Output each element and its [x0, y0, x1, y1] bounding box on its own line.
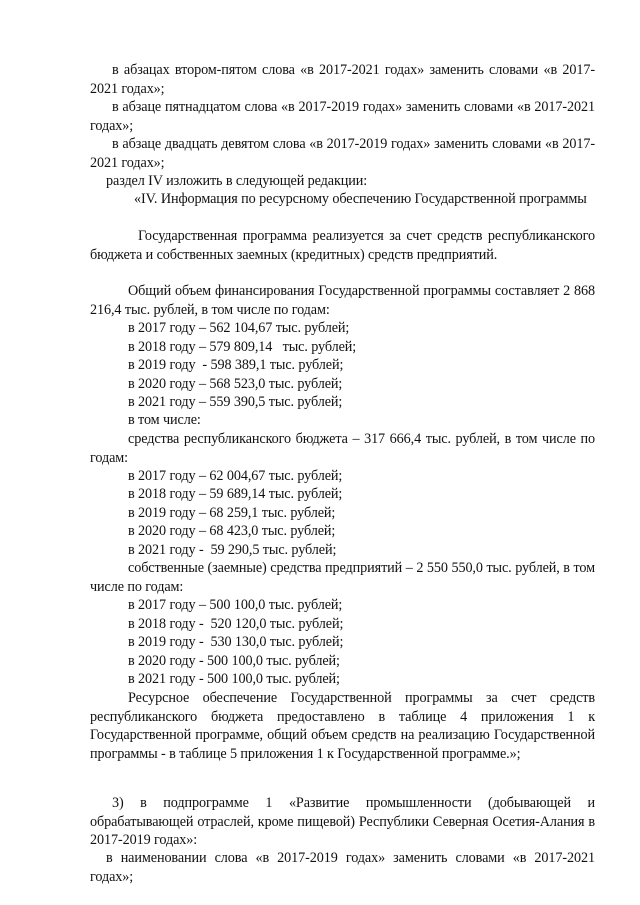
budget-year-2021: в 2021 году - 59 290,5 тыс. рублей;	[128, 542, 337, 558]
section-heading: «IV. Информация по ресурсному обеспечению Государственной программы	[134, 191, 587, 207]
enterprise-year-2018: в 2018 году - 520 120,0 тыс. рублей;	[128, 616, 344, 632]
enterprise-year-2019: в 2019 году - 530 130,0 тыс. рублей;	[128, 634, 344, 650]
paragraph-3: в абзаце двадцать девятом слова «в 2017-2019 годах» заменить словами «в 2017-2021 годах»;	[90, 136, 595, 171]
paragraph-budget: средства республиканского бюджета – 317 666,4 тыс. рублей, в том числе по годам:	[90, 431, 595, 466]
paragraph-6: Государственная программа реализуется за счет средств республиканского бюджета и собственных заемных (кредитных) средств предприятий.	[90, 228, 595, 263]
budget-year-2019: в 2019 году – 68 259,1 тыс. рублей;	[128, 505, 336, 521]
paragraph-2: в абзаце пятнадцатом слова «в 2017-2019 годах» заменить словами «в 2017-2021 годах»;	[90, 99, 595, 134]
including-label: в том числе:	[128, 412, 201, 428]
paragraph-name-change: в наименовании слова «в 2017-2019 годах» заменить словами «в 2017-2021 годах»;	[90, 850, 595, 885]
budget-year-2017: в 2017 году – 62 004,67 тыс. рублей;	[128, 468, 343, 484]
paragraph-enterprise: собственные (заемные) средства предприятий – 2 550 550,0 тыс. рублей, в том числе по годам:	[90, 560, 595, 595]
budget-year-2018: в 2018 году – 59 689,14 тыс. рублей;	[128, 486, 343, 502]
paragraph-4: раздел IV изложить в следующей редакции:	[106, 173, 368, 189]
enterprise-year-2021: в 2021 году - 500 100,0 тыс. рублей;	[128, 671, 340, 687]
enterprise-year-2020: в 2020 году - 500 100,0 тыс. рублей;	[128, 653, 340, 669]
total-year-2018: в 2018 году – 579 809,14 тыс. рублей;	[128, 339, 357, 355]
paragraph-1: в абзацах втором-пятом слова «в 2017-2021 годах» заменить словами «в 2017-2021 годах»;	[90, 62, 595, 97]
enterprise-year-2017: в 2017 году – 500 100,0 тыс. рублей;	[128, 597, 343, 613]
total-year-2021: в 2021 году – 559 390,5 тыс. рублей;	[128, 394, 343, 410]
paragraph-7: Общий объем финансирования Государственной программы составляет 2 868 216,4 тыс. рублей, в том числе по годам:	[90, 283, 595, 318]
total-year-2019: в 2019 году - 598 389,1 тыс. рублей;	[128, 357, 344, 373]
total-year-2017: в 2017 году – 562 104,67 тыс. рублей;	[128, 320, 350, 336]
paragraph-subprogram: 3) в подпрограмме 1 «Развитие промышленности (добывающей и обрабатывающей отраслей, кроме пищевой) Республики Северная Осетия-Алания в 2017-2019 годах»:	[90, 795, 595, 848]
budget-year-2020: в 2020 году – 68 423,0 тыс. рублей;	[128, 523, 336, 539]
paragraph-resource: Ресурсное обеспечение Государственной программы за счет средств республиканского бюджета предоставлено в таблице 4 приложения 1 к Государственной программе, общий объем средств на реализацию Государственной программы - в таблице 5 приложения 1 к Государственной программе.»;	[90, 690, 595, 762]
total-year-2020: в 2020 году – 568 523,0 тыс. рублей;	[128, 376, 343, 392]
